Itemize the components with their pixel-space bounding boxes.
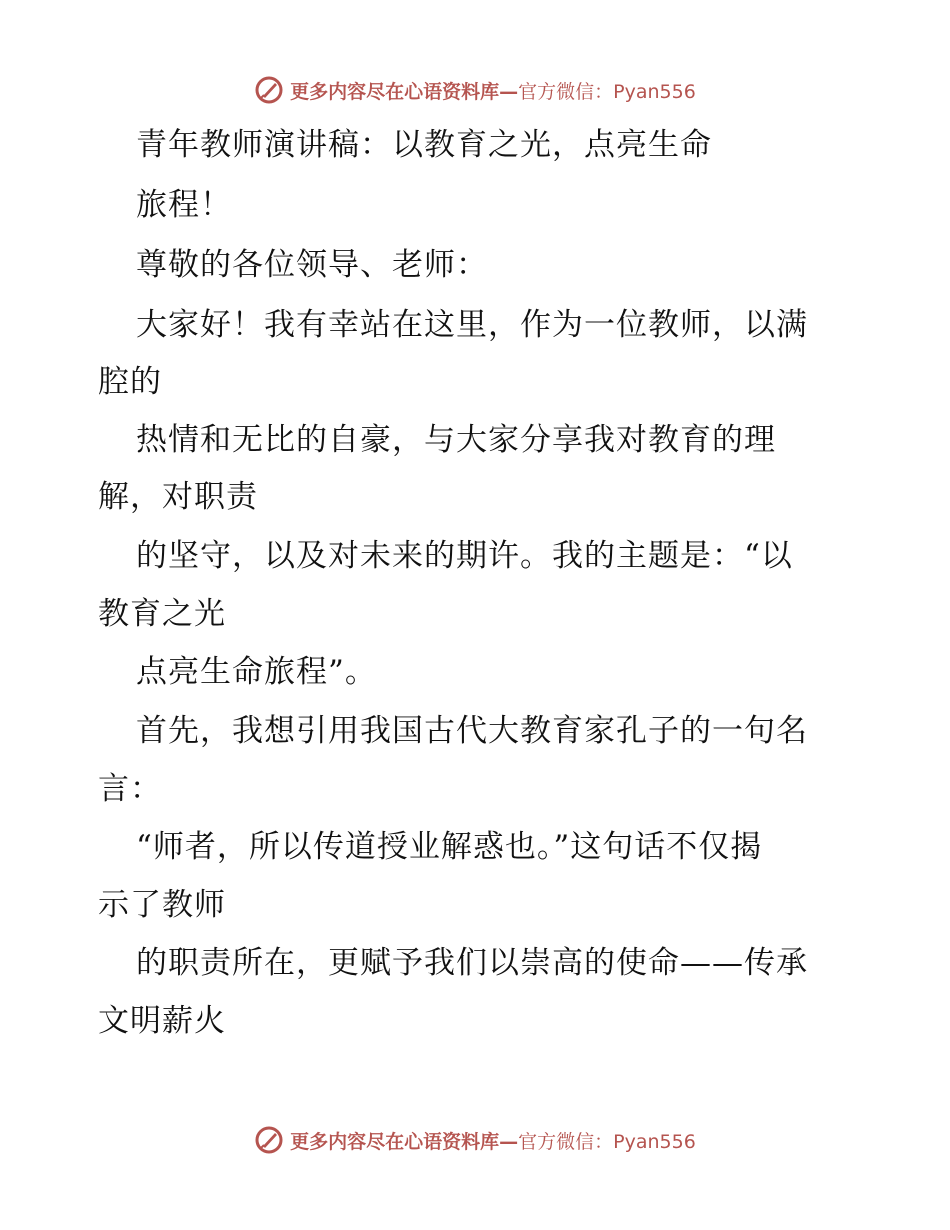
footer-banner-text <box>290 1127 696 1154</box>
paragraph-line: 教育之光 <box>98 596 226 632</box>
paragraph-line: 腔的 <box>98 364 162 400</box>
header-wechat: 官方微信：Pyan556 <box>518 80 696 103</box>
title-line-2: 旅程！ <box>136 187 232 223</box>
paragraph-line: 的坚守，以及对未来的期许。我的主题是：“以 <box>136 538 793 574</box>
paragraph-line: 首先，我想引用我国古代大教育家孔子的一句名 <box>136 713 808 749</box>
paragraph-line: 的职责所在，更赋予我们以崇高的使命——传承 <box>136 945 808 981</box>
title-line-1: 青年教师演讲稿：以教育之光，点亮生命 <box>136 127 712 163</box>
paragraph-line: “师者，所以传道授业解惑也。”这句话不仅揭 <box>136 829 763 865</box>
footer-wechat: 官方微信：Pyan556 <box>518 1130 696 1153</box>
paragraph-line: 大家好！我有幸站在这里，作为一位教师，以满 <box>136 307 808 343</box>
salutation: 尊敬的各位领导、老师： <box>136 247 488 283</box>
paragraph-line: 解，对职责 <box>98 479 258 515</box>
paragraph-line: 言： <box>98 771 162 807</box>
paragraph-line: 文明薪火 <box>98 1003 226 1039</box>
paragraph-line: 点亮生命旅程”。 <box>136 654 377 690</box>
quill-pen-logo-icon <box>254 75 284 105</box>
paragraph-line: 示了教师 <box>98 887 226 923</box>
footer-banner-title: 更多内容尽在心语资料库— <box>290 1130 519 1153</box>
header-banner-text <box>290 77 696 104</box>
header-banner-title: 更多内容尽在心语资料库— <box>290 80 519 103</box>
quill-pen-logo-icon <box>254 1125 284 1155</box>
header-banner <box>0 70 950 110</box>
footer-banner <box>0 1120 950 1160</box>
paragraph-line: 热情和无比的自豪，与大家分享我对教育的理 <box>136 422 776 458</box>
